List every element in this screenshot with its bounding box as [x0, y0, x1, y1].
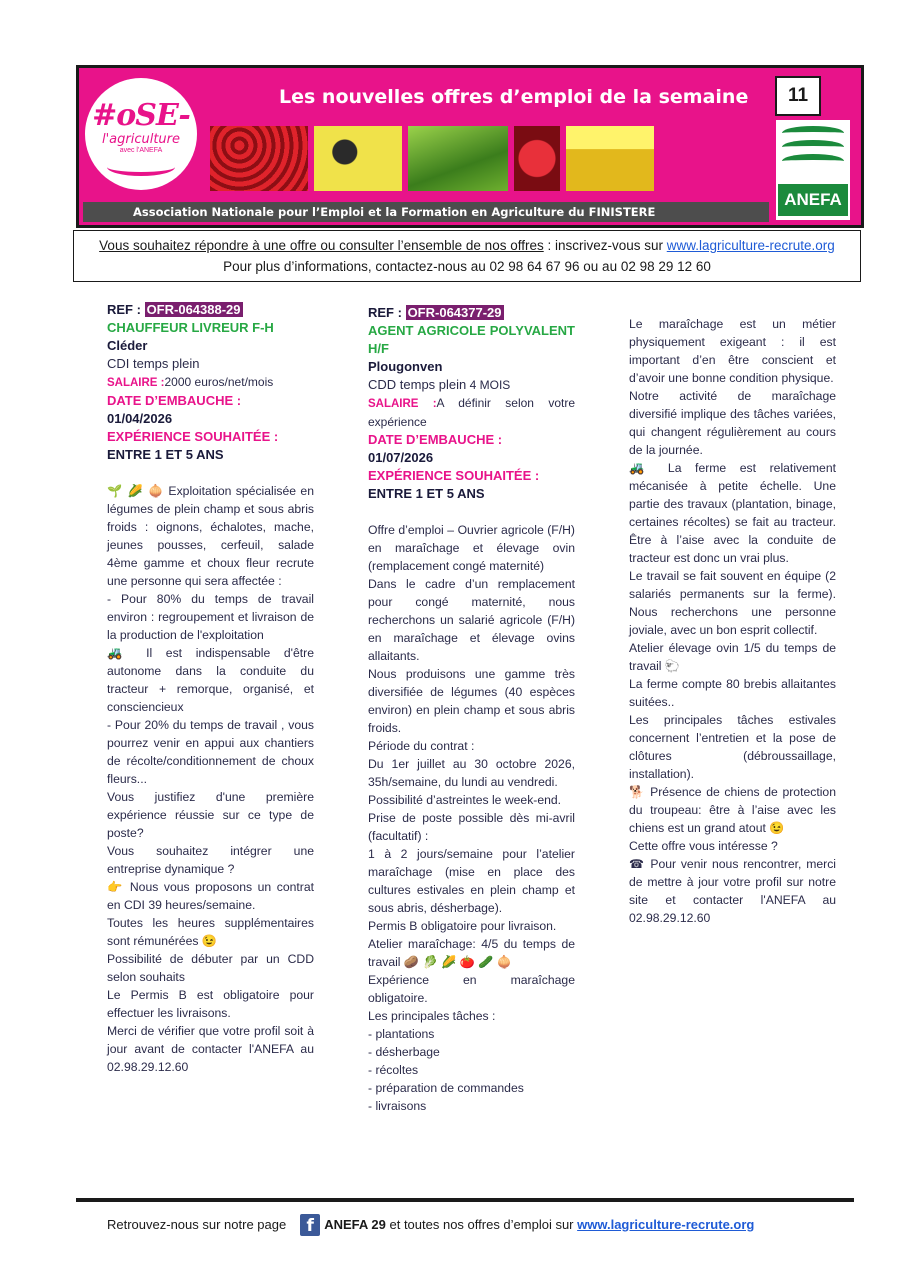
salary-label: SALAIRE : [368, 398, 437, 410]
salary-value: A définir selon votre expérience [368, 396, 575, 429]
offer-paragraph: Merci de vérifier que votre profil soit à jour avant de contacter l'ANEFA au 02.98.29.12.60 [107, 1024, 314, 1074]
offer-ref [368, 304, 575, 322]
offer-paragraph: 🌱 🌽 🧅 Exploitation spécialisée en légumes de plein champ et sous abris froids : oignons, échalotes, mache, jeunes pousses, cerfeuil, salade 4ème gamme et choux fleur recrute une personne qui sera affectée : [107, 484, 314, 588]
offer-paragraph: Nous produisons une gamme très diversifiée de légumes (40 espèces environ) en plein champ et sous abris froids. [368, 667, 575, 735]
smile-icon [107, 158, 175, 176]
hire-date: 01/07/2026 [368, 450, 434, 465]
offer-paragraph: Le maraîchage est un métier physiquement exigeant : il est important d’en être conscient et d’avoir une bonne condition physique. [629, 317, 836, 385]
logo-wave-icon [782, 140, 844, 154]
offer-2 [368, 304, 575, 1115]
offer-paragraph: Dans le cadre d’un remplacement pour congé maternité, nous recherchons un salarié agricole (F/H) en maraîchage et élevage ovins allaitants. [368, 577, 575, 663]
wheat-field-photo [566, 126, 654, 191]
offer-paragraph: - livraisons [368, 1099, 427, 1113]
info-underlined-text: Vous souhaitez répondre à une offre ou consulter l’ensemble de nos offres [99, 238, 544, 253]
header-banner [76, 65, 864, 228]
hire-date-label: DATE D’EMBAUCHE : [368, 432, 503, 447]
footer-text: Retrouvez-nous sur notre page [107, 1217, 287, 1232]
logo-wave-icon [782, 126, 844, 140]
anefa-logo-text: ANEFA [778, 184, 848, 216]
offer-paragraph: Prise de poste possible dès mi-avril (facultatif) : [368, 811, 575, 843]
job-title: AGENT AGRICOLE POLYVALENT H/F [368, 323, 575, 356]
offer-paragraph: Permis B obligatoire pour livraison. [368, 919, 557, 933]
offer-paragraph: Atelier élevage ovin 1/5 du temps de travail 🐑 [629, 641, 836, 673]
offer-paragraph: Le travail se fait souvent en équipe (2 salariés permanents sur la ferme). Nous recherchons une personne joviale, avec un bon esprit collectif. [629, 569, 836, 637]
experience-value: ENTRE 1 ET 5 ANS [368, 486, 485, 501]
offer-paragraph: Atelier maraîchage: 4/5 du temps de travail 🥔 🥬 🌽 🍅 🥒 🧅 [368, 937, 575, 969]
offer-paragraph: 🚜 Il est indispensable d'être autonome dans la conduite du tracteur + remorque, organisé, et consciencieux [107, 646, 314, 714]
offer-paragraph: Les principales tâches : [368, 1009, 496, 1023]
footer-rule [76, 1198, 854, 1202]
ose-agriculture-logo [85, 78, 197, 190]
offer-paragraph: Expérience en maraîchage obligatoire. [368, 973, 575, 1005]
recruitment-site-link[interactable]: www.lagriculture-recrute.org [666, 238, 835, 253]
contract-type: CDI temps plein [107, 356, 200, 371]
hire-date: 01/04/2026 [107, 411, 173, 426]
info-text: : inscrivez-vous sur [543, 238, 667, 253]
offer-paragraph: - plantations [368, 1027, 435, 1041]
offer-ref [107, 301, 314, 319]
job-location: Plougonven [368, 359, 443, 374]
salary [107, 373, 314, 392]
logo-main-text: #oSE- [92, 98, 190, 133]
tomato-photo [514, 126, 560, 191]
page-number: 11 [775, 76, 821, 116]
logo-anefa-text: avec l'ANEFA [119, 147, 163, 154]
salary [368, 394, 575, 431]
salary-label: SALAIRE : [107, 377, 165, 389]
footer-text-2: et toutes nos offres d’emploi sur [385, 1217, 578, 1232]
salary-value: 2000 euros/net/mois [164, 375, 274, 389]
offer-paragraph: Notre activité de maraîchage diversifié implique des tâches variées, qui changent régulièrement au cours de la journée. [629, 389, 836, 457]
offer-paragraph: - récoltes [368, 1063, 419, 1077]
info-line-1 [74, 235, 860, 256]
logo-sub-text: l'agriculture [101, 132, 181, 147]
experience-label: EXPÉRIENCE SOUHAITÉE : [368, 468, 540, 483]
offer-paragraph: - préparation de commandes [368, 1081, 524, 1095]
footer [107, 1214, 754, 1236]
association-strip: Association Nationale pour l’Emploi et la Formation en Agriculture du FINISTERE [83, 202, 769, 222]
experience-value: ENTRE 1 ET 5 ANS [107, 447, 224, 462]
tractor-photo [408, 126, 508, 191]
info-box [73, 230, 861, 282]
offer-paragraph: Toutes les heures supplémentaires sont rémunérées 😉 [107, 916, 314, 948]
experience-label: EXPÉRIENCE SOUHAITÉE : [107, 429, 279, 444]
ref-label: REF : [107, 302, 145, 317]
offer-paragraph: 1 à 2 jours/semaine pour l’atelier maraîchage (mise en place des cultures estivales en plein champ et sous abris, désherbage). [368, 847, 575, 915]
offer-paragraph: ☎ Pour venir nous rencontrer, merci de mettre à jour votre profil sur notre site et contacter l'ANEFA au 02.98.29.12.60 [629, 857, 836, 925]
ref-code: OFR-064388-29 [146, 302, 241, 317]
offer-paragraph: - Pour 80% du temps de travail environ : regroupement et livraison de la production de l'exploitation [107, 592, 314, 642]
contract-main: CDD temps plein [368, 377, 467, 392]
cow-photo [314, 126, 402, 191]
offer-paragraph: Possibilité d’astreintes le week-end. [368, 793, 562, 807]
ref-label: REF : [368, 305, 406, 320]
offer-paragraph: 👉 Nous vous proposons un contrat en CDI 39 heures/semaine. [107, 880, 314, 912]
offer-paragraph: Du 1er juillet au 30 octobre 2026, 35h/semaine, du lundi au vendredi. [368, 757, 575, 789]
offer-paragraph: - désherbage [368, 1045, 440, 1059]
offer-1 [107, 301, 314, 1076]
banner-title: Les nouvelles offres d’emploi de la semaine [279, 86, 749, 108]
contract-duration: 4 MOIS [466, 378, 511, 392]
strawberries-photo [210, 126, 308, 191]
offer-paragraph: Offre d’emploi – Ouvrier agricole (F/H) en maraîchage et élevage ovin (remplacement congé maternité) [368, 523, 575, 573]
hire-date-label: DATE D’EMBAUCHE : [107, 393, 242, 408]
logo-wave-icon [782, 154, 844, 168]
facebook-icon[interactable]: f [300, 1214, 320, 1236]
offer-paragraph: - Pour 20% du temps de travail , vous pourrez venir en appui aux chantiers de récolte/conditionnement de choux fleurs... [107, 718, 314, 786]
ref-code: OFR-064377-29 [407, 305, 502, 320]
contract-type [368, 376, 575, 394]
offer-paragraph: Le Permis B est obligatoire pour effectuer les livraisons. [107, 988, 314, 1020]
offer-paragraph: Vous justifiez d'une première expérience réussie sur ce type de poste? [107, 790, 314, 840]
offer-paragraph: Les principales tâches estivales concernent l’entretien et la pose de clôtures (débroussaillage, installation). [629, 713, 836, 781]
footer-site-link[interactable]: www.lagriculture-recrute.org [577, 1217, 755, 1232]
offer-paragraph: 🐕 Présence de chiens de protection du troupeau: être à l’aise avec les chiens est un grand atout 😉 [629, 785, 836, 835]
offer-paragraph: Possibilité de débuter par un CDD selon souhaits [107, 952, 314, 984]
job-title: CHAUFFEUR LIVREUR F-H [107, 320, 274, 335]
offer-paragraph: Cette offre vous intéresse ? [629, 839, 778, 853]
anefa-logo [776, 120, 850, 220]
offer-paragraph: Vous souhaitez intégrer une entreprise dynamique ? [107, 844, 314, 876]
job-location: Cléder [107, 338, 148, 353]
offer-paragraph: Période du contrat : [368, 739, 475, 753]
offer-paragraph: La ferme compte 80 brebis allaitantes suitées.. [629, 677, 836, 709]
info-line-2: Pour plus d’informations, contactez-nous au 02 98 64 67 96 ou au 02 98 29 12 60 [223, 259, 711, 274]
offer-2-continued [629, 315, 836, 927]
offer-paragraph: 🚜 La ferme est relativement mécanisée à petite échelle. Une partie des travaux (plantation, binage, certaines récoltes) se fait au tracteur. Être à l’aise avec la conduite de tracteur est donc un vrai plus. [629, 461, 836, 565]
footer-brand: ANEFA 29 [324, 1217, 386, 1232]
